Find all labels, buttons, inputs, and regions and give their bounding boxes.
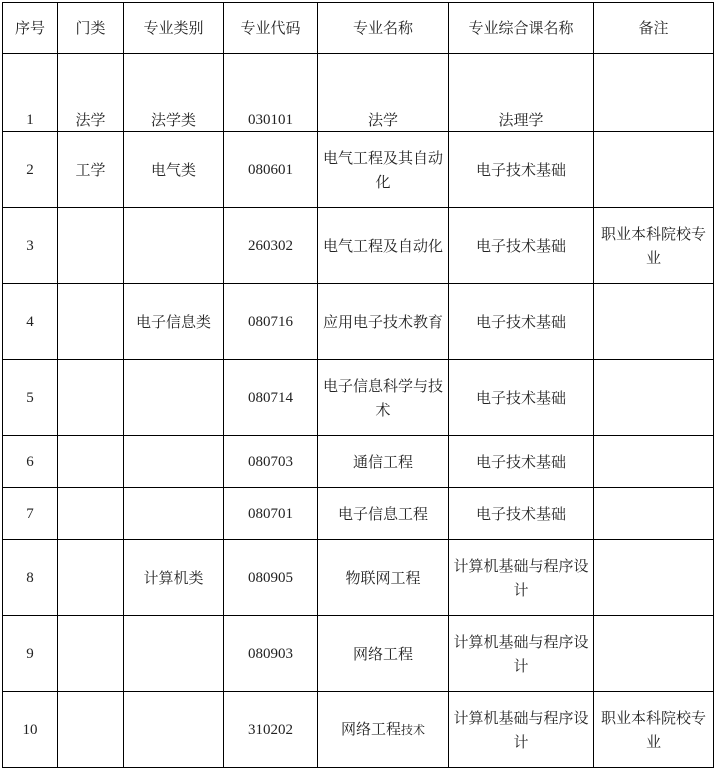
row-major-code: 080703 bbox=[224, 436, 318, 488]
row-course-name: 计算机基础与程序设计 bbox=[449, 692, 594, 768]
table-row bbox=[3, 360, 714, 436]
row-category bbox=[58, 284, 124, 360]
row-course-name: 电子技术基础 bbox=[449, 436, 594, 488]
row-major-name: 通信工程 bbox=[318, 436, 449, 488]
row-category bbox=[58, 360, 124, 436]
row-category bbox=[58, 436, 124, 488]
row-category bbox=[58, 692, 124, 768]
row-major-name: 法学 bbox=[318, 54, 449, 132]
header-row bbox=[3, 3, 714, 54]
row-course-name: 计算机基础与程序设计 bbox=[449, 616, 594, 692]
row-note: 职业本科院校专业 bbox=[594, 692, 714, 768]
row-major-class bbox=[124, 208, 224, 284]
row-major-code: 080701 bbox=[224, 488, 318, 540]
row-category: 法学 bbox=[58, 54, 124, 132]
row-note bbox=[594, 540, 714, 616]
header-course-name: 专业综合课名称 bbox=[449, 3, 594, 54]
row-major-class bbox=[124, 616, 224, 692]
row-major-code: 080905 bbox=[224, 540, 318, 616]
row-index: 5 bbox=[3, 360, 58, 436]
row-major-name: 电气工程及其自动化 bbox=[318, 132, 449, 208]
header-index: 序号 bbox=[3, 3, 58, 54]
row-major-class: 计算机类 bbox=[124, 540, 224, 616]
row-major-class bbox=[124, 488, 224, 540]
row-index: 4 bbox=[3, 284, 58, 360]
row-course-name: 电子技术基础 bbox=[449, 360, 594, 436]
row-category bbox=[58, 208, 124, 284]
row-major-name bbox=[318, 692, 449, 768]
row-major-class: 电气类 bbox=[124, 132, 224, 208]
row-note bbox=[594, 284, 714, 360]
table-row bbox=[3, 488, 714, 540]
header-category: 门类 bbox=[58, 3, 124, 54]
row-course-name: 电子技术基础 bbox=[449, 132, 594, 208]
row-category: 工学 bbox=[58, 132, 124, 208]
row-major-code: 030101 bbox=[224, 54, 318, 132]
row-course-name: 电子技术基础 bbox=[449, 208, 594, 284]
row-course-name: 电子技术基础 bbox=[449, 488, 594, 540]
row-major-code: 080714 bbox=[224, 360, 318, 436]
row-major-name: 网络工程 bbox=[318, 616, 449, 692]
row-course-name: 计算机基础与程序设计 bbox=[449, 540, 594, 616]
header-major-name: 专业名称 bbox=[318, 3, 449, 54]
row-index: 7 bbox=[3, 488, 58, 540]
row-note bbox=[594, 132, 714, 208]
row-major-code: 310202 bbox=[224, 692, 318, 768]
row-index: 6 bbox=[3, 436, 58, 488]
table-row bbox=[3, 540, 714, 616]
row-major-class: 电子信息类 bbox=[124, 284, 224, 360]
row-note bbox=[594, 360, 714, 436]
row-note: 职业本科院校专业 bbox=[594, 208, 714, 284]
row-course-name: 法理学 bbox=[449, 54, 594, 132]
table-row bbox=[3, 54, 714, 132]
row-note bbox=[594, 436, 714, 488]
row-major-code: 080716 bbox=[224, 284, 318, 360]
row-major-class: 法学类 bbox=[124, 54, 224, 132]
table-row bbox=[3, 436, 714, 488]
row-note bbox=[594, 54, 714, 132]
table-row bbox=[3, 132, 714, 208]
majors-table bbox=[2, 2, 714, 768]
header-note: 备注 bbox=[594, 3, 714, 54]
row-major-code: 080601 bbox=[224, 132, 318, 208]
row-major-name: 电子信息科学与技术 bbox=[318, 360, 449, 436]
row-major-code: 080903 bbox=[224, 616, 318, 692]
row-major-class bbox=[124, 360, 224, 436]
row-index: 8 bbox=[3, 540, 58, 616]
row-major-class bbox=[124, 436, 224, 488]
row-major-name: 应用电子技术教育 bbox=[318, 284, 449, 360]
row-major-name: 物联网工程 bbox=[318, 540, 449, 616]
table-row bbox=[3, 284, 714, 360]
table-row bbox=[3, 208, 714, 284]
row-category bbox=[58, 616, 124, 692]
row-major-name-suffix: 技术 bbox=[401, 723, 426, 737]
row-major-name: 电子信息工程 bbox=[318, 488, 449, 540]
header-major-code: 专业代码 bbox=[224, 3, 318, 54]
row-category bbox=[58, 540, 124, 616]
row-index: 3 bbox=[3, 208, 58, 284]
header-major-class: 专业类别 bbox=[124, 3, 224, 54]
row-index: 2 bbox=[3, 132, 58, 208]
table-row bbox=[3, 616, 714, 692]
table-row bbox=[3, 692, 714, 768]
row-category bbox=[58, 488, 124, 540]
row-index: 9 bbox=[3, 616, 58, 692]
row-index: 1 bbox=[3, 54, 58, 132]
row-major-class bbox=[124, 692, 224, 768]
row-major-name-main: 网络工程 bbox=[340, 720, 401, 738]
row-major-code: 260302 bbox=[224, 208, 318, 284]
row-note bbox=[594, 616, 714, 692]
row-course-name: 电子技术基础 bbox=[449, 284, 594, 360]
row-note bbox=[594, 488, 714, 540]
row-index: 10 bbox=[3, 692, 58, 768]
row-major-name: 电气工程及自动化 bbox=[318, 208, 449, 284]
